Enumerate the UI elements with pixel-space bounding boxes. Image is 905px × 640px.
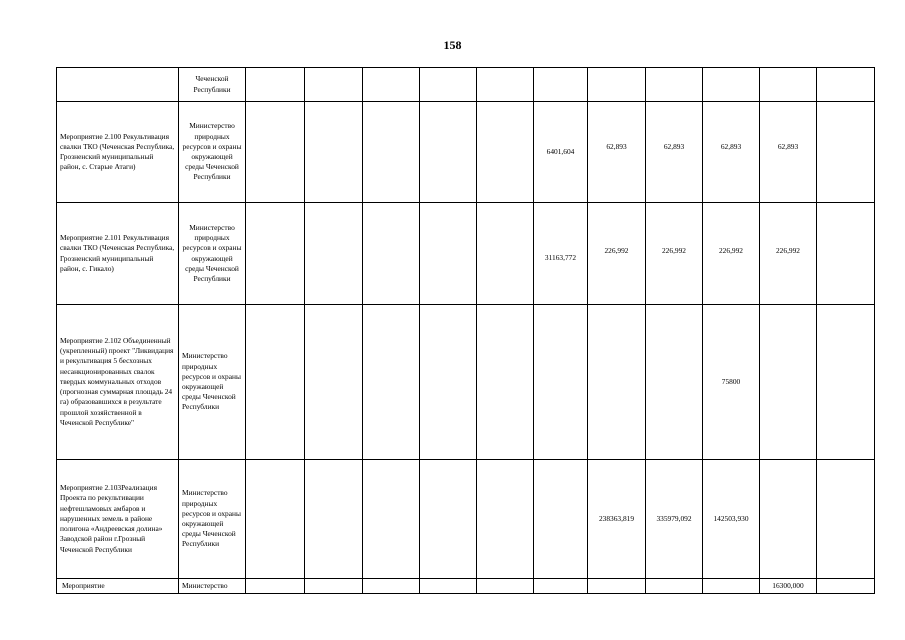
table-row xyxy=(57,68,875,102)
value-cell xyxy=(363,68,420,102)
value-cell xyxy=(420,203,477,305)
value-cell xyxy=(817,203,875,305)
page-number: 158 xyxy=(443,38,462,52)
value-cell: 142503,930 xyxy=(703,460,760,579)
value-cell xyxy=(305,579,363,594)
value-cell xyxy=(817,68,875,102)
value-cell: 62,893 xyxy=(588,102,646,203)
responsible-org: Министерство xyxy=(179,579,246,594)
value-cell xyxy=(420,305,477,460)
value-cell xyxy=(246,102,305,203)
value-cell xyxy=(703,579,760,594)
value-cell xyxy=(420,102,477,203)
value-cell xyxy=(534,460,588,579)
value-cell xyxy=(305,68,363,102)
value-cell: 62,893 xyxy=(703,102,760,203)
value-cell xyxy=(246,305,305,460)
responsible-org: Министерство природных ресурсов и охраны окружающей среды Чеченской Республики xyxy=(179,460,246,579)
value-cell: 335979,092 xyxy=(646,460,703,579)
table-row xyxy=(57,460,875,579)
value-cell: 226,992 xyxy=(703,203,760,305)
value-cell xyxy=(817,579,875,594)
value-cell xyxy=(817,305,875,460)
value-cell xyxy=(817,460,875,579)
program-table xyxy=(56,67,875,594)
value-cell xyxy=(363,102,420,203)
value-cell xyxy=(363,460,420,579)
value-cell xyxy=(646,68,703,102)
value-cell xyxy=(305,102,363,203)
value-cell: 75800 xyxy=(703,305,760,460)
value-cell xyxy=(477,305,534,460)
value-cell xyxy=(363,579,420,594)
value-cell xyxy=(477,68,534,102)
value-cell xyxy=(420,579,477,594)
value-cell xyxy=(477,203,534,305)
value-cell xyxy=(246,460,305,579)
value-cell xyxy=(534,68,588,102)
measure-description: Мероприятие 2.100 Рекультивация свалки ТКО (Чеченская Республика, Грозненский муниципальный район, с. Старые Атаги) xyxy=(57,102,179,203)
value-cell: 238363,819 xyxy=(588,460,646,579)
table-row xyxy=(57,305,875,460)
measure-description: Мероприятие 2.102 Объединенный (укрепленный) проект "Ликвидация и рекультивация 5 бесхозных несанкционированных свалок твердых коммунальных отходов (прогнозная суммарная площадь 24 га) образовавшихся в результате прошлой хозяйственной в Чеченской Республике" xyxy=(57,305,179,460)
value-cell: 226,992 xyxy=(646,203,703,305)
value-cell: 226,992 xyxy=(760,203,817,305)
value-cell xyxy=(588,305,646,460)
value-cell xyxy=(246,203,305,305)
value-cell: 226,992 xyxy=(588,203,646,305)
value-cell xyxy=(477,460,534,579)
value-cell xyxy=(420,68,477,102)
value-cell xyxy=(534,305,588,460)
value-cell: 16300,000 xyxy=(760,579,817,594)
value-cell: 62,893 xyxy=(646,102,703,203)
value-cell xyxy=(477,102,534,203)
value-cell xyxy=(534,579,588,594)
value-cell: 31163,772 xyxy=(534,203,588,305)
value-cell xyxy=(305,203,363,305)
value-cell xyxy=(646,579,703,594)
table-row xyxy=(57,203,875,305)
value-cell: 62,893 xyxy=(760,102,817,203)
value-cell: 6401,604 xyxy=(534,102,588,203)
value-cell xyxy=(760,68,817,102)
responsible-org: Министерство природных ресурсов и охраны окружающей среды Чеченской Республики xyxy=(179,203,246,305)
table-row xyxy=(57,102,875,203)
value-cell xyxy=(760,460,817,579)
value-cell xyxy=(305,305,363,460)
responsible-org: Министерство природных ресурсов и охраны окружающей среды Чеченской Республики xyxy=(179,102,246,203)
value-cell xyxy=(305,460,363,579)
measure-description: Мероприятие xyxy=(57,579,179,594)
measure-description xyxy=(57,68,179,102)
value-cell xyxy=(703,68,760,102)
table-row xyxy=(57,579,875,594)
measure-description: Мероприятие 2.103Реализация Проекта по рекультивации нефтешламовых амбаров и нарушенных земель в районе полигона «Андреевская долина» Заводской район г.Грозный Чеченской Республики xyxy=(57,460,179,579)
value-cell xyxy=(817,102,875,203)
responsible-org: Чеченской Республики xyxy=(179,68,246,102)
value-cell xyxy=(477,579,534,594)
value-cell xyxy=(363,203,420,305)
value-cell xyxy=(588,68,646,102)
value-cell xyxy=(646,305,703,460)
value-cell xyxy=(420,460,477,579)
measure-description: Мероприятие 2.101 Рекультивация свалки ТКО (Чеченская Республика, Грозненский муниципальный район, с. Гикало) xyxy=(57,203,179,305)
value-cell xyxy=(246,579,305,594)
responsible-org: Министерство природных ресурсов и охраны окружающей среды Чеченской Республики xyxy=(179,305,246,460)
value-cell xyxy=(588,579,646,594)
value-cell xyxy=(363,305,420,460)
value-cell xyxy=(760,305,817,460)
value-cell xyxy=(246,68,305,102)
